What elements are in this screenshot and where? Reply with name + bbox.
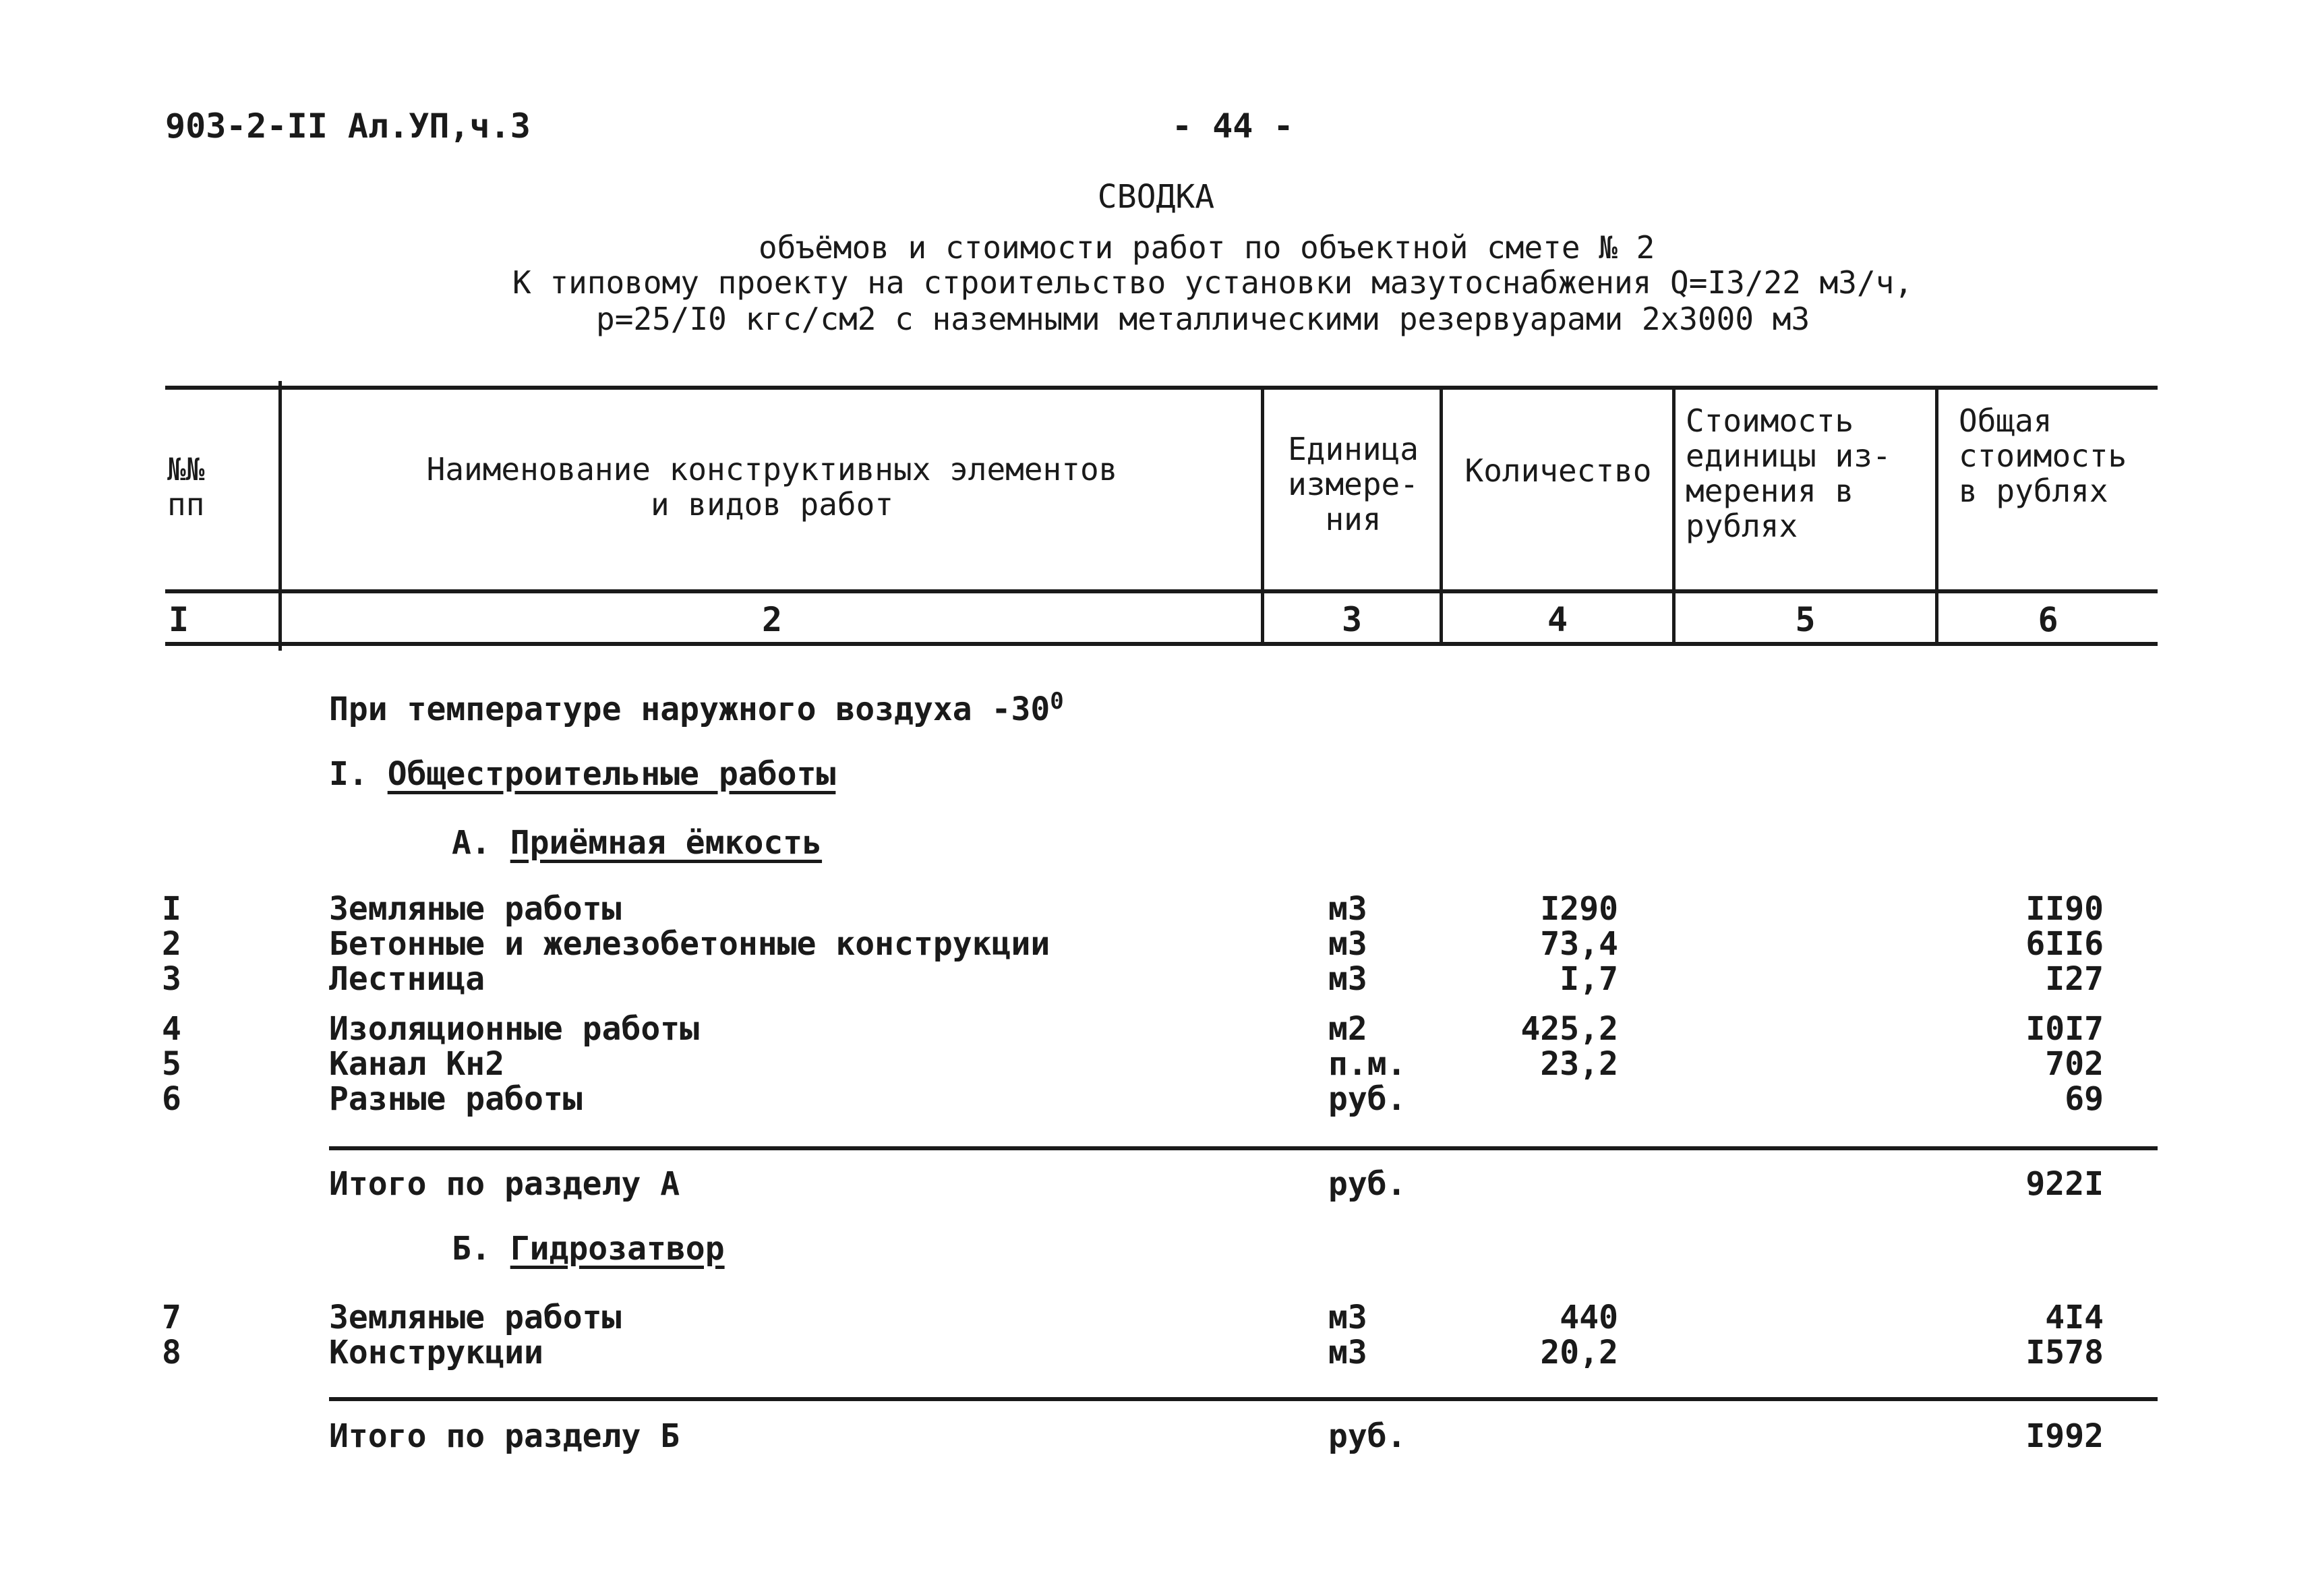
table-row: 3 Лестница м3 I,7 I27 xyxy=(162,960,2104,998)
column-number-1: I xyxy=(168,600,189,639)
header-col-number: №№ пп xyxy=(167,451,205,523)
column-number-4: 4 xyxy=(1547,600,1568,639)
subtotal-b-rule xyxy=(329,1397,2158,1401)
subtotal-row-b: Итого по разделу Б руб. I992 xyxy=(329,1417,2104,1455)
document-subtitle-line-2: К типовому проекту на строительство установки мазутоснабжения Q=I3/22 м3/ч, xyxy=(512,264,1914,301)
table-row: 4 Изоляционные работы м2 425,2 I0I7 xyxy=(162,1010,2104,1048)
column-divider-1 xyxy=(278,381,282,651)
column-number-6: 6 xyxy=(2038,600,2058,639)
header-col-unit-cost: Стоимость единицы из- мерения в рублях xyxy=(1686,403,1891,544)
table-header-rule xyxy=(165,589,2158,593)
header-col-total-cost: Общая стоимость в рублях xyxy=(1959,403,2127,509)
table-row: 7 Земляные работы м3 440 4I4 xyxy=(162,1299,2104,1336)
column-number-5: 5 xyxy=(1795,600,1816,639)
subtotal-a-rule xyxy=(329,1146,2158,1150)
column-number-3: 3 xyxy=(1341,600,1363,639)
table-row: 2 Бетонные и железобетонные конструкции м3 73,4 6II6 xyxy=(162,925,2104,963)
document-title: СВОДКА xyxy=(1097,178,1215,216)
subsection-a-title: А. Приёмная ёмкость xyxy=(452,824,823,862)
subsection-b-title: Б. Гидрозатвор xyxy=(452,1230,725,1268)
page-number: - 44 - xyxy=(1172,107,1294,146)
table-numbers-rule xyxy=(165,642,2158,646)
document-code: 903-2-II Ал.УП,ч.3 xyxy=(165,107,531,146)
header-col-unit: Единица измере- ния xyxy=(1288,431,1419,537)
column-number-2: 2 xyxy=(761,600,783,639)
table-row: 6 Разные работы руб. 69 xyxy=(162,1080,2104,1118)
table-row: 8 Конструкции м3 20,2 I578 xyxy=(162,1334,2104,1371)
table-top-rule xyxy=(165,386,2158,390)
table-row: I Земляные работы м3 I290 II90 xyxy=(162,890,2104,928)
header-col-name: Наименование конструктивных элементов и видов работ xyxy=(426,451,1118,523)
document-subtitle-line-3: р=25/I0 кгс/см2 с наземными металлическими резервуарами 2х3000 м3 xyxy=(596,301,1810,337)
table-row: 5 Канал Кн2 п.м. 23,2 702 xyxy=(162,1045,2104,1083)
section-general-construction: I. Общестроительные работы xyxy=(329,755,836,793)
temperature-condition: При температуре наружного воздуха $-30^0$ xyxy=(329,688,1064,728)
header-col-quantity: Количество xyxy=(1464,452,1652,489)
document-subtitle-line-1: объёмов и стоимости работ по объектной смете № 2 xyxy=(759,229,1655,266)
subtotal-row-a: Итого по разделу А руб. 922I xyxy=(329,1165,2104,1203)
